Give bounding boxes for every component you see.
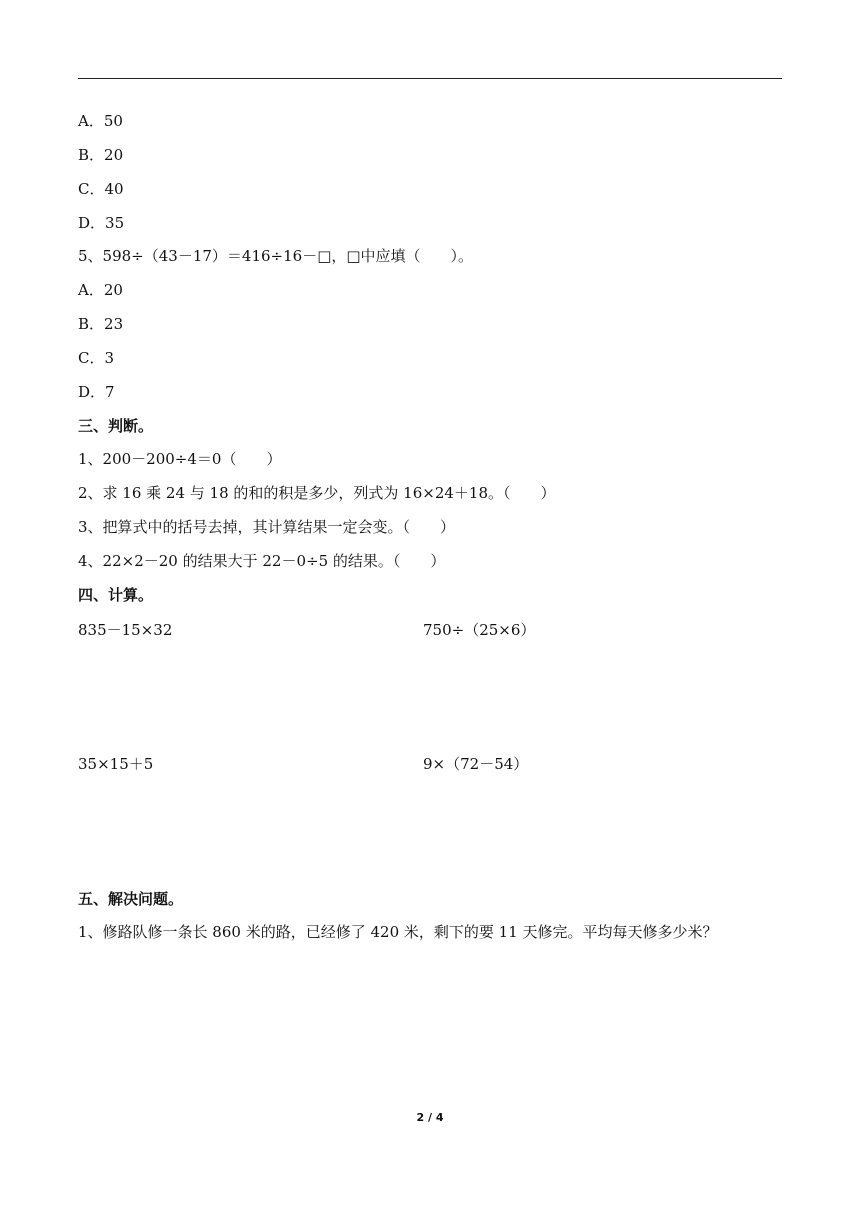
judge-item-2: 2、求 16 乘 24 与 18 的和的积是多少，列式为 16×24＋18。（ ）: [78, 484, 556, 502]
calc-expression-1: 835－15×32: [78, 621, 173, 639]
q5-option-a: A．20: [78, 281, 123, 299]
q5-option-d: D．7: [78, 383, 115, 401]
calc-expression-4: 9×（72－54）: [423, 755, 529, 773]
q4-option-b: B．20: [78, 146, 124, 164]
q5-option-c: C．3: [78, 349, 115, 367]
q4-option-a: A．50: [78, 112, 123, 130]
section4-heading: 四、计算。: [78, 586, 154, 604]
q5-question: 5、598÷（43－17）＝416÷16－□，□中应填（ ）。: [78, 247, 474, 265]
section3-heading: 三、判断。: [78, 417, 154, 435]
calc-expression-3: 35×15＋5: [78, 755, 154, 773]
header-rule: [78, 78, 782, 79]
judge-item-1: 1、200－200÷4＝0（ ）: [78, 450, 282, 468]
judge-item-4: 4、22×2－20 的结果大于 22－0÷5 的结果。（ ）: [78, 552, 446, 570]
judge-item-3: 3、把算式中的括号去掉，其计算结果一定会变。（ ）: [78, 518, 456, 536]
q4-option-c: C．40: [78, 180, 124, 198]
calc-expression-2: 750÷（25×6）: [423, 621, 536, 639]
page-number: 2 / 4: [416, 1111, 444, 1124]
q4-option-d: D．35: [78, 214, 125, 232]
section5-heading: 五、解决问题。: [78, 890, 184, 908]
problem-item-1: 1、修路队修一条长 860 米的路，已经修了 420 米，剩下的要 11 天修完。平均每天修多少米？: [78, 923, 718, 941]
q5-option-b: B．23: [78, 315, 124, 333]
